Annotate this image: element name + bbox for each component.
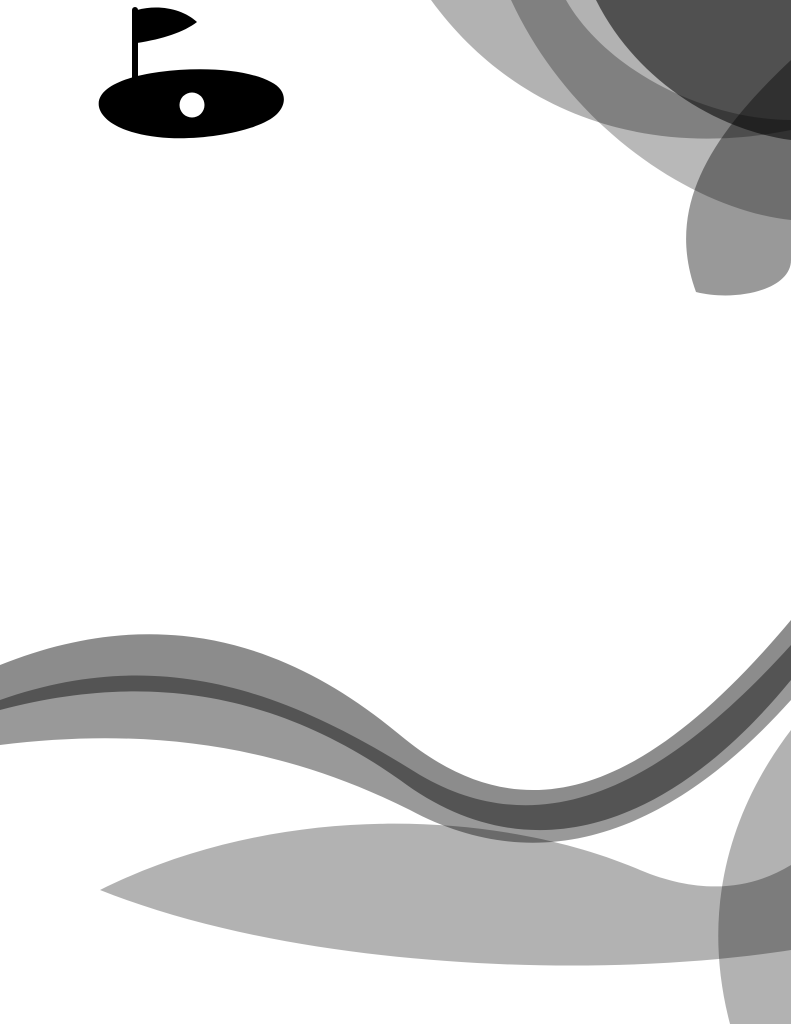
claimed-badge bbox=[319, 583, 477, 616]
silver-sponsor-section bbox=[406, 279, 700, 302]
golf-hole bbox=[112, 107, 166, 124]
claimed-ribbon bbox=[291, 584, 477, 615]
ribbon-chevron-icon bbox=[291, 584, 315, 615]
golf-green-icon bbox=[88, 2, 290, 150]
flag-icon bbox=[137, 7, 197, 43]
wave-decoration-middle bbox=[0, 550, 791, 1024]
gold-sponsor-section bbox=[88, 279, 382, 302]
golf-ball bbox=[180, 93, 205, 118]
wave-decoration-top-right bbox=[361, 0, 791, 300]
